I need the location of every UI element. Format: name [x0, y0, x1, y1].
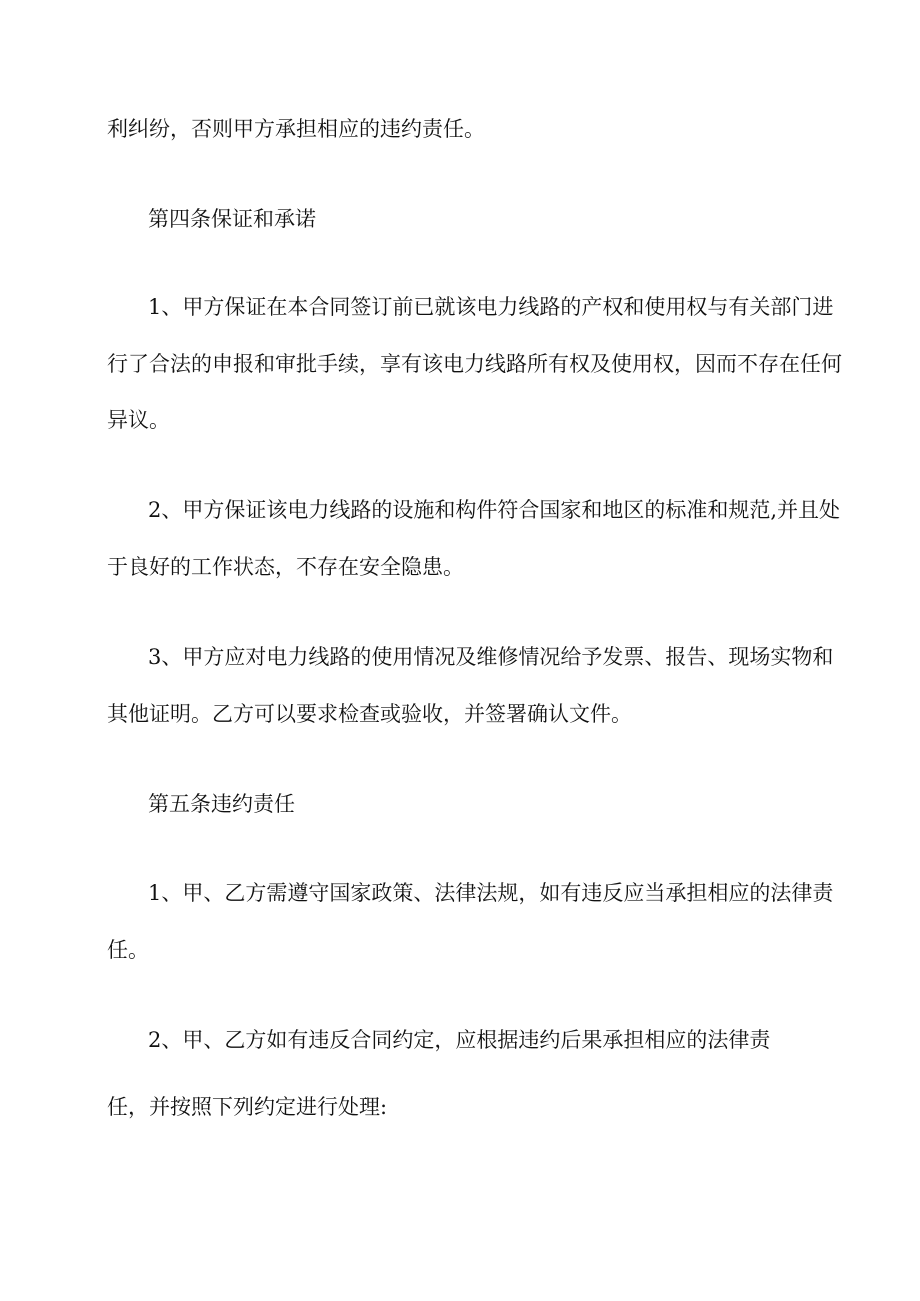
paragraph-line: 任，并按照下列约定进行处理:	[107, 1095, 388, 1119]
paragraph-line: 行了合法的申报和审批手续，享有该电力线路所有权及使用权，因而不存在任何	[107, 352, 842, 376]
paragraph-line: 1、甲方保证在本合同签订前已就该电力线路的产权和使用权与有关部门进	[148, 295, 834, 319]
paragraph-line: 任。	[107, 938, 149, 962]
paragraph-line: 利纠纷，否则甲方承担相应的违约责任。	[107, 117, 485, 141]
section-heading: 第五条违约责任	[148, 792, 295, 816]
paragraph-line: 其他证明。乙方可以要求检查或验收，并签署确认文件。	[107, 702, 632, 726]
paragraph-line: 1、甲、乙方需遵守国家政策、法律法规，如有违反应当承担相应的法律责	[148, 881, 834, 905]
paragraph-line: 3、甲方应对电力线路的使用情况及维修情况给予发票、报告、现场实物和	[148, 645, 834, 669]
paragraph-line: 异议。	[107, 408, 170, 432]
paragraph-line: 2、甲、乙方如有违反合同约定，应根据违约后果承担相应的法律责	[148, 1028, 771, 1052]
section-heading: 第四条保证和承诺	[148, 207, 316, 231]
paragraph-line: 2、甲方保证该电力线路的设施和构件符合国家和地区的标准和规范,并且处	[148, 498, 841, 522]
paragraph-line: 于良好的工作状态，不存在安全隐患。	[107, 555, 464, 579]
